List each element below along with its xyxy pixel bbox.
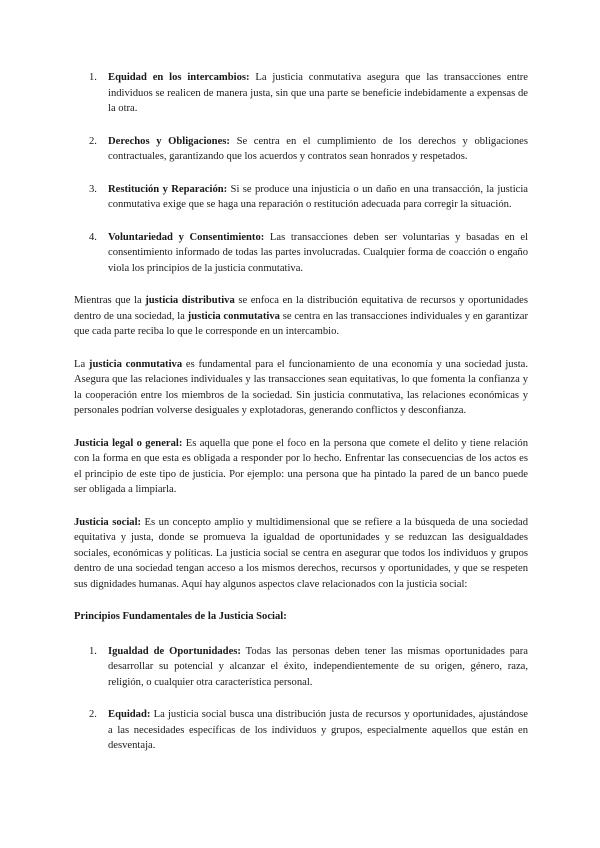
- list-item-text: Si se produce una injusticia o un daño en una transacción, la justicia conmutativa exige que se haga una reparación o restitución adecuada para corregir la situación.: [108, 183, 528, 210]
- list-item: [74, 70, 528, 117]
- paragraph-text: se centra en las transacciones individuales y en garantizar que cada parte reciba lo que le corresponde en un intercambio.: [74, 310, 528, 337]
- list-number: 4.: [89, 231, 97, 243]
- heading-text: Principios Fundamentales de la Justicia Social:: [74, 611, 287, 622]
- list-item-term: Igualdad de Oportunidades:: [108, 645, 241, 657]
- list-item: [74, 182, 528, 213]
- paragraph-text: Es un concepto amplio y multidimensional que se refiere a la búsqueda de una sociedad equitativa y justa, donde se promueva la igualdad de oportunidades y se reduzcan las desigualdades sociales, económicas y políticas. La justicia social se centra en asegurar que todos los individuos y grupos dentro de una sociedad tengan acceso a los mismos derechos, recursos y oportunidades, y que se respeten sus dignidades humanas. Aquí hay algunos aspectos clave relacionados con la justicia social:: [74, 516, 528, 590]
- list-item: [74, 134, 528, 165]
- paragraph-text: La: [74, 358, 89, 370]
- paragraph-mientras: [74, 293, 528, 340]
- list-item-text: Se centra en el cumplimiento de los derechos y obligaciones contractuales, garantizando que los acuerdos y contratos sean honrados y respetados.: [108, 135, 528, 162]
- bold-term: justicia conmutativa: [187, 310, 280, 322]
- list-item-text: Todas las personas deben tener las mismas oportunidades para desarrollar su potencial y alcanzar el éxito, independientemente de su origen, género, raza, religión, o cualquier otra característica personal.: [108, 645, 528, 688]
- list-item-term: Voluntariedad y Consentimiento:: [108, 231, 265, 243]
- list-item-term: Equidad:: [108, 709, 151, 720]
- list-item-text: La justicia conmutativa asegura que las transacciones entre individuos se realicen de manera justa, sin que una parte se beneficie indebidamente a expensas de la otra.: [108, 72, 528, 114]
- paragraph-justicia-legal: [74, 436, 528, 498]
- list-item: [74, 707, 528, 754]
- list-item-text: La justicia social busca una distribución justa de recursos y oportunidades, ajustándose a las necesidades específicas de los individuos y grupos, especialmente aquellos que están en desventaja.: [108, 709, 528, 751]
- bold-term: Justicia social:: [74, 516, 142, 528]
- list-number: 1.: [89, 72, 97, 83]
- section-heading: [74, 609, 528, 625]
- list-number: 1.: [89, 645, 97, 657]
- paragraph-text: es fundamental para el funcionamiento de una economía y una sociedad justa. Asegura que las relaciones individuales y las transacciones sean equitativas, lo que fomenta la confianza y la cooperación entre los miembros de la sociedad. Sin justicia conmutativa, las relaciones económicas y personales podrían volverse desiguales y explotadoras, generando conflictos y desconfianza.: [74, 358, 528, 416]
- list-item: [74, 230, 528, 277]
- paragraph-justicia-social: [74, 515, 528, 593]
- list-item-text: Las transacciones deben ser voluntarias y basadas en el consentimiento informado de todas las partes involucradas. Cualquier forma de coacción o engaño viola los principios de la justicia conmutativa.: [108, 231, 528, 274]
- paragraph-text: Es aquella que pone el foco en la persona que comete el delito y tiene relación con la forma en que esta es obligada a responder por lo hecho. Enfrentar las consecuencias de los actos es el principio de este tipo de justicia. Por ejemplo: una persona que ha pintado la pared de un banco puede ser obligada a limpiarla.: [74, 437, 529, 495]
- bold-term: Justicia legal o general:: [74, 437, 183, 449]
- paragraph-text: se enfoca en la distribución equitativa de recursos y oportunidades dentro de una sociedad, la: [74, 295, 528, 322]
- list-number: 2.: [89, 135, 97, 147]
- commutative-justice-list: [74, 70, 528, 276]
- list-item-term: Restitución y Reparación:: [108, 183, 228, 195]
- list-number: 3.: [89, 183, 97, 195]
- social-justice-principles-list: [74, 644, 528, 754]
- bold-term: justicia distributiva: [145, 295, 235, 306]
- list-item-term: Derechos y Obligaciones:: [108, 135, 230, 147]
- list-number: 2.: [89, 709, 97, 720]
- paragraph-text: Mientras que la: [74, 295, 146, 306]
- paragraph-la-justicia: [74, 357, 528, 419]
- list-item-term: Equidad en los intercambios:: [108, 72, 250, 83]
- list-item: [74, 644, 528, 691]
- bold-term: justicia conmutativa: [88, 358, 183, 370]
- document-body: [74, 70, 528, 771]
